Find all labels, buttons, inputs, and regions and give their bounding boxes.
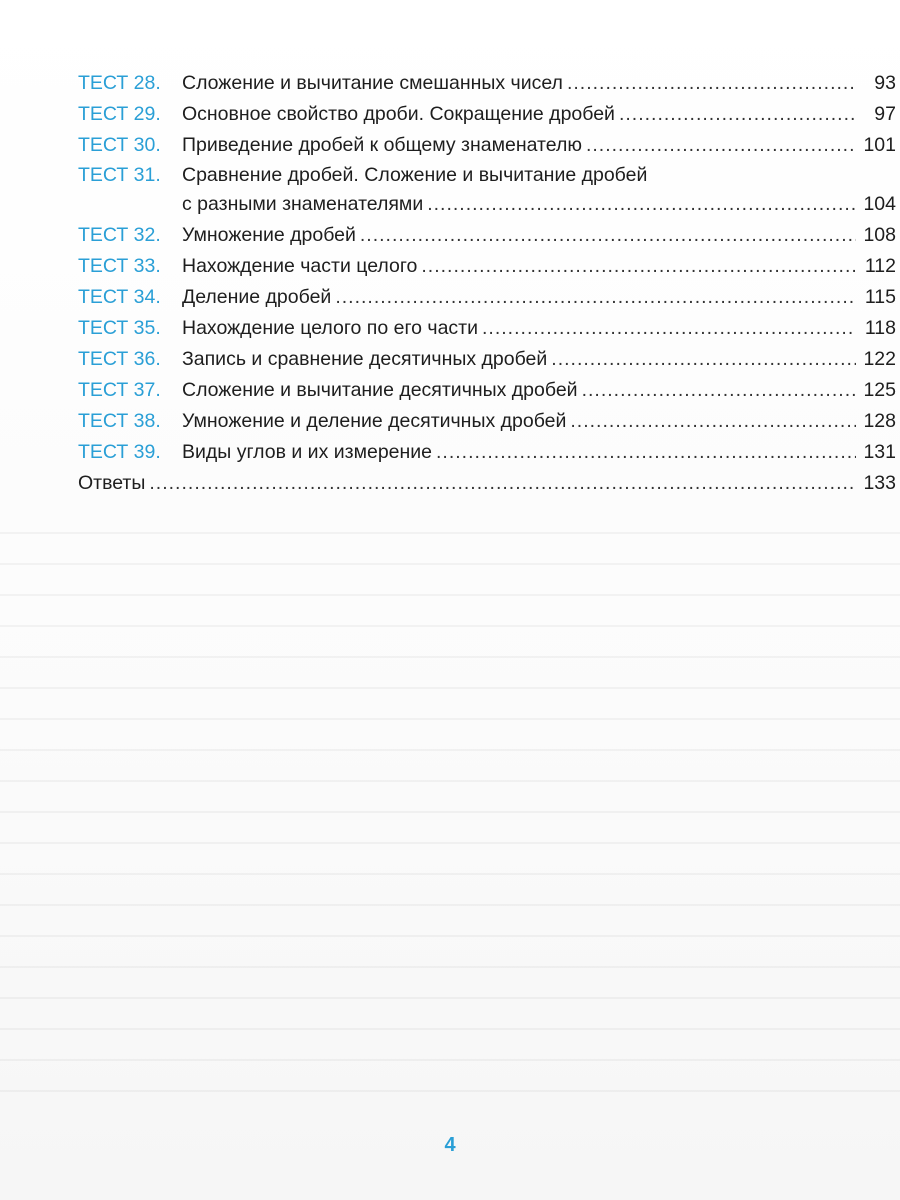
toc-page-number: 112 <box>864 255 896 277</box>
toc-leader-dots <box>582 375 856 406</box>
toc-label: ТЕСТ 34. <box>78 286 161 308</box>
page-number: 4 <box>444 1134 456 1156</box>
toc-entry-answers[interactable] <box>78 468 896 499</box>
toc-title: Нахождение части целого <box>182 255 418 277</box>
toc-leader-dots <box>360 220 856 251</box>
toc-title: Ответы <box>78 472 146 494</box>
toc-leader-dots <box>551 344 856 375</box>
toc-entry-test-38[interactable] <box>78 406 896 437</box>
toc-label: ТЕСТ 37. <box>78 379 161 401</box>
toc-page-number: 133 <box>863 472 896 494</box>
toc-title: Сложение и вычитание смешанных чисел <box>182 72 563 94</box>
toc-page-number: 108 <box>863 224 896 246</box>
toc-page-number: 104 <box>863 193 896 215</box>
toc-title: Виды углов и их измерение <box>182 441 433 463</box>
toc-page-number: 93 <box>874 72 896 94</box>
table-of-contents <box>78 68 896 499</box>
toc-leader-dots <box>421 251 856 282</box>
toc-leader-dots <box>586 130 856 161</box>
toc-title: Сложение и вычитание десятичных дробей <box>182 379 578 401</box>
toc-title: Основное свойство дроби. Сокращение дробей <box>182 103 615 125</box>
toc-entry-test-28[interactable] <box>78 68 896 99</box>
toc-page-number: 125 <box>863 379 896 401</box>
toc-label: ТЕСТ 35. <box>78 317 161 339</box>
toc-page-number: 131 <box>863 441 896 463</box>
toc-leader-dots <box>570 406 856 437</box>
toc-page-number: 128 <box>863 410 896 432</box>
toc-page-number: 101 <box>863 134 896 156</box>
toc-title: Умножение и деление десятичных дробей <box>182 410 567 432</box>
toc-leader-dots <box>482 313 856 344</box>
toc-label: ТЕСТ 32. <box>78 224 161 246</box>
toc-label: ТЕСТ 28. <box>78 72 161 94</box>
toc-title-line-2: с разными знаменателями <box>182 193 424 215</box>
toc-leader-dots <box>335 282 856 313</box>
toc-entry-test-34[interactable] <box>78 282 896 313</box>
toc-label: ТЕСТ 39. <box>78 441 161 463</box>
show-through-background <box>0 510 900 1110</box>
toc-entry-test-31[interactable] <box>78 161 896 189</box>
toc-page-number: 122 <box>863 348 896 370</box>
toc-page-number: 97 <box>874 103 896 125</box>
toc-entry-test-29[interactable] <box>78 99 896 130</box>
toc-page-number: 118 <box>864 317 896 339</box>
toc-entry-test-33[interactable] <box>78 251 896 282</box>
toc-label: ТЕСТ 33. <box>78 255 161 277</box>
toc-title-line-1: Сравнение дробей. Сложение и вычитание дробей <box>182 164 648 186</box>
toc-label: ТЕСТ 30. <box>78 134 161 156</box>
toc-label: ТЕСТ 29. <box>78 103 161 125</box>
toc-entry-test-31-continued[interactable] <box>78 189 896 220</box>
toc-page-number: 115 <box>864 286 896 308</box>
toc-entry-test-39[interactable] <box>78 437 896 468</box>
toc-leader-dots <box>436 437 856 468</box>
toc-leader-dots <box>149 468 856 499</box>
toc-title: Умножение дробей <box>182 224 356 246</box>
toc-entry-test-32[interactable] <box>78 220 896 251</box>
toc-label: ТЕСТ 38. <box>78 410 161 432</box>
toc-label: ТЕСТ 31. <box>78 164 161 186</box>
toc-title: Запись и сравнение десятичных дробей <box>182 348 548 370</box>
toc-title: Деление дробей <box>182 286 332 308</box>
toc-entry-test-37[interactable] <box>78 375 896 406</box>
toc-leader-dots <box>619 99 856 130</box>
toc-entry-test-35[interactable] <box>78 313 896 344</box>
toc-title: Нахождение целого по его части <box>182 317 479 339</box>
toc-label: ТЕСТ 36. <box>78 348 161 370</box>
toc-entry-test-36[interactable] <box>78 344 896 375</box>
toc-leader-dots <box>427 189 856 220</box>
toc-leader-dots <box>567 68 856 99</box>
toc-entry-test-30[interactable] <box>78 130 896 161</box>
toc-title: Приведение дробей к общему знаменателю <box>182 134 582 156</box>
